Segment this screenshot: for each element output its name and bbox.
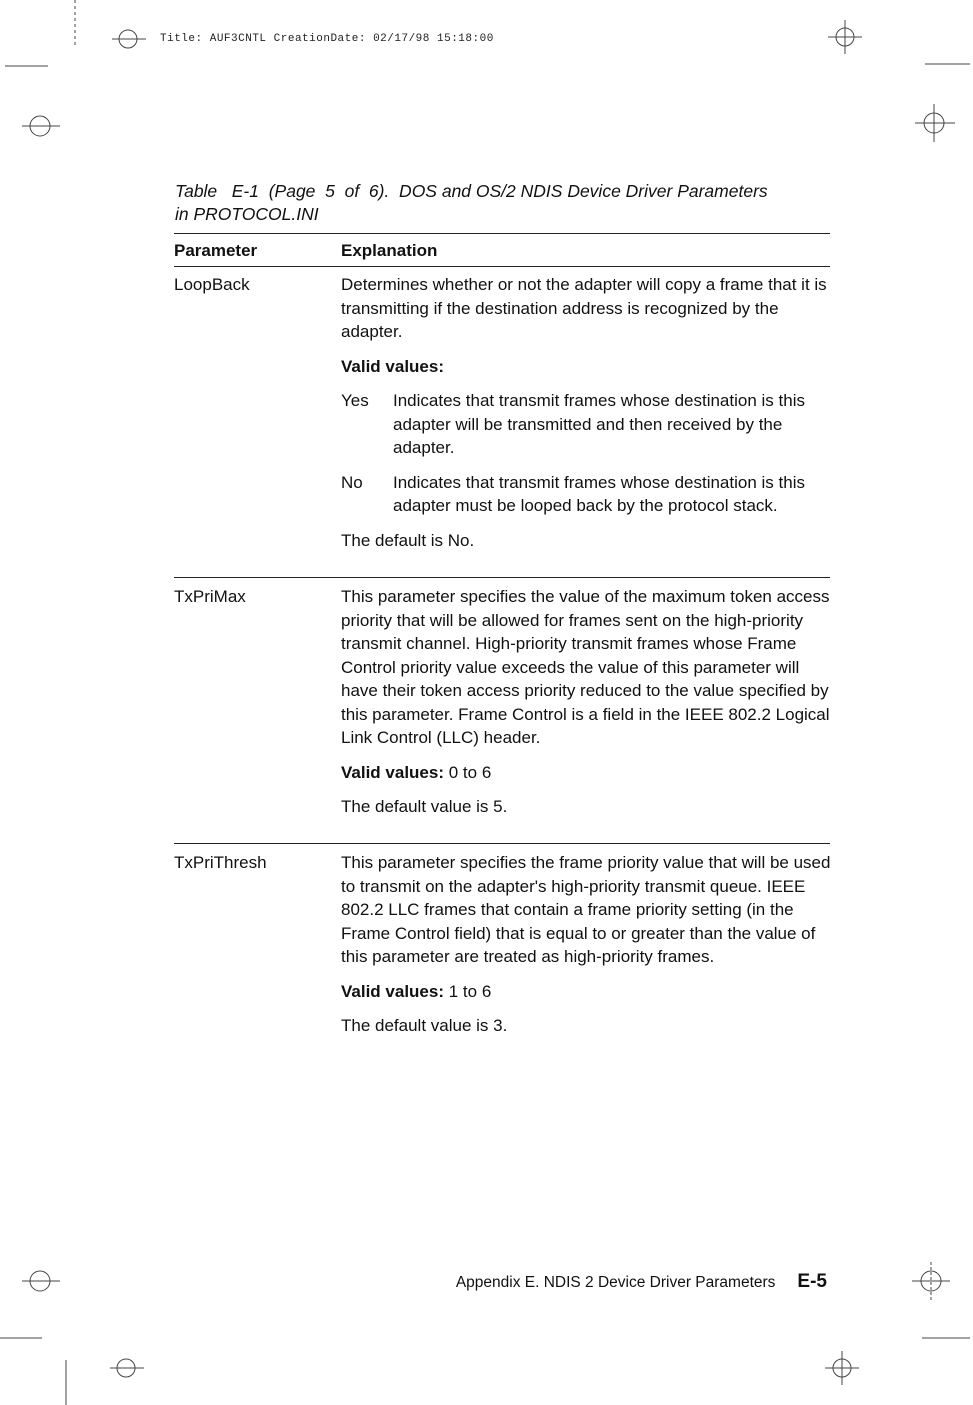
footer-text: Appendix E. NDIS 2 Device Driver Parameters (455, 1274, 776, 1291)
title-value: AUF3CNTL (209, 33, 267, 45)
option-item (341, 471, 831, 518)
valid-values-line (341, 980, 831, 1004)
option-term: Yes (341, 391, 369, 410)
crosshair-icon (112, 30, 146, 48)
row-explanation-txprimax (341, 585, 831, 830)
page-footer (456, 1271, 827, 1293)
row-description: This parameter specifies the value of the maximum token access priority that will be allowed for frames sent on the high-priority transmit channel. High-priority transmit frames whose Frame Control priority value exceeds the value of this parameter will have their token access priority reduced to the value specified by this parameter. Frame Control is a field in the IEEE 802.2 Logical Link Control (LLC) header. (341, 587, 830, 747)
valid-values-label: Valid values: (341, 356, 444, 376)
option-description: Indicates that transmit frames whose destination is this adapter must be looped back by the protocol stack. (393, 472, 805, 515)
valid-values-line (341, 761, 831, 785)
option-term: No (341, 472, 363, 492)
doc-title-line (160, 33, 494, 45)
row-param-txprithresh: TxPriThresh (174, 853, 267, 872)
row-param-txprimax: TxPriMax (174, 587, 246, 606)
default-value-text: The default is No. (341, 530, 475, 550)
table-top-rule (174, 233, 830, 234)
row-description: This parameter specifies the frame priority value that will be used to transmit on the adapter's high-priority transmit queue. IEEE 802.2 LLC frames that contain a frame priority setting (in the Frame Control field) that is equal to or greater than the value of this parameter are treated as high-priority frames. (341, 853, 831, 966)
header-bottom-rule (174, 266, 830, 267)
caption-line-2: in PROTOCOL.INI (175, 204, 319, 224)
default-value-text: The default value is 5. (341, 797, 508, 816)
row-explanation-loopback (341, 273, 831, 563)
crosshair-icon (828, 20, 862, 54)
row-explanation-txprithresh (341, 851, 831, 1049)
row-separator-rule (174, 577, 830, 578)
valid-values-label: Valid values: (341, 762, 444, 782)
valid-values-label: Valid values: (341, 981, 444, 1001)
row-param-loopback: LoopBack (174, 275, 250, 294)
crosshair-icon (825, 1351, 859, 1385)
creation-date-label: CreationDate: (273, 33, 366, 45)
option-description: Indicates that transmit frames whose destination is this adapter will be transmitted and then received by the adapter. (393, 391, 805, 457)
page-number: E-5 (797, 1271, 827, 1292)
valid-values-range: 0 to 6 (448, 762, 492, 782)
column-header-explanation: Explanation (341, 241, 438, 260)
table-caption (175, 180, 835, 226)
caption-line-1: Table E-1 (Page 5 of 6). DOS and OS/2 NDIS Device Driver Parameters (175, 181, 768, 201)
crosshair-icon (912, 1262, 950, 1300)
crosshair-icon (915, 104, 955, 142)
row-separator-rule (174, 843, 830, 844)
column-header-parameter: Parameter (174, 241, 258, 260)
crosshair-icon (22, 116, 60, 136)
title-label: Title: (160, 33, 203, 45)
valid-values-range: 1 to 6 (448, 981, 492, 1001)
row-description: Determines whether or not the adapter will copy a frame that it is transmitting if the destination address is recognized by the adapter. (341, 275, 827, 341)
crosshair-icon (110, 1359, 144, 1377)
option-item (341, 389, 831, 460)
default-value-text: The default value is 3. (341, 1016, 508, 1035)
creation-date-value: 02/17/98 15:18:00 (373, 33, 494, 45)
crosshair-icon (22, 1271, 60, 1291)
